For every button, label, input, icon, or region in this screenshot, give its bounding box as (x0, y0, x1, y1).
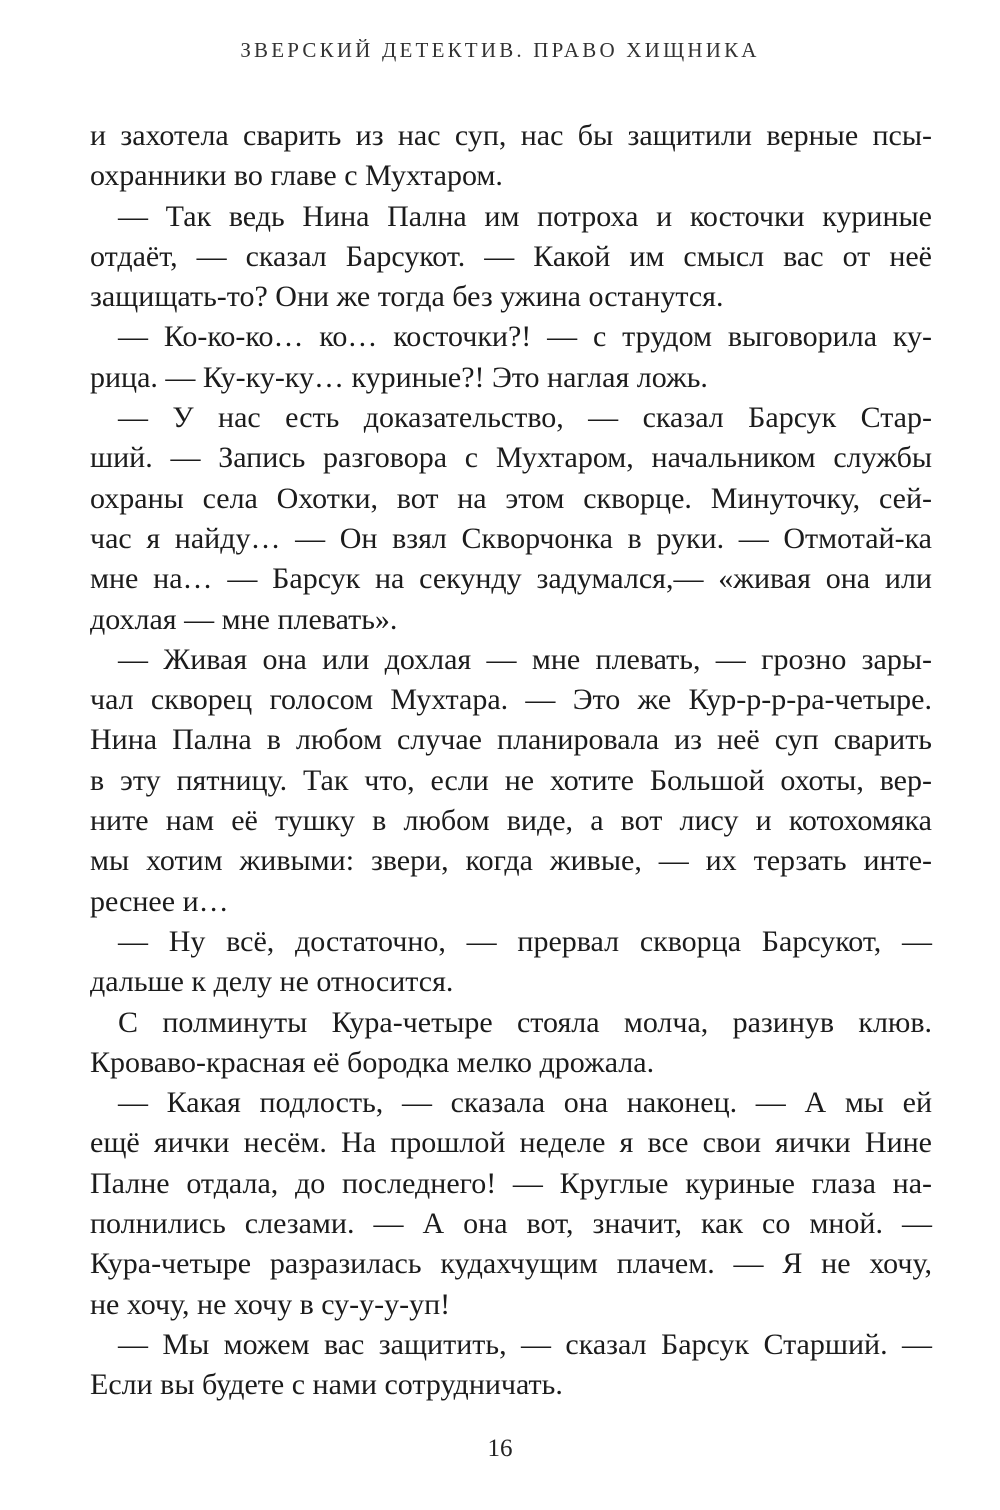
text-line: Если вы будете с нами сотрудничать. (90, 1368, 563, 1402)
text-line: отдаёт, — сказал Барсукот. — Какой им смысл вас от неё (90, 239, 932, 273)
text-line: — Какая подлость, — сказала она наконец. — А мы ей (118, 1086, 932, 1120)
text-line: реснее и… (90, 884, 229, 918)
text-line: мне на… — Барсук на секунду задумался,— «живая она или (90, 562, 932, 596)
running-head: ЗВЕРСКИЙ ДЕТЕКТИВ. ПРАВО ХИЩНИКА (240, 38, 760, 62)
text-line: охранники во главе с Мухтаром. (90, 159, 503, 193)
text-line: — Так ведь Нина Пална им потроха и косточки куриные (118, 199, 932, 233)
text-line: дальше к делу не относится. (90, 965, 454, 999)
text-line: Нина Пална в любом случае планировала из неё суп сварить (90, 723, 932, 757)
text-line: Палне отдала, до последнего! — Круглые куриные глаза на- (90, 1166, 932, 1200)
text-line: дохлая — мне плевать». (90, 602, 398, 636)
text-line: Кура-четыре разразилась кудахчущим плачем. — Я не хочу, (90, 1247, 932, 1281)
text-line: ещё яички несём. На прошлой неделе я все свои яички Нине (90, 1126, 932, 1160)
text-line: Кроваво-красная её бородка мелко дрожала. (90, 1045, 655, 1079)
text-line: защищать-то? Они же тогда без ужина останутся. (90, 280, 724, 314)
text-line: охраны села Охотки, вот на этом скворце. Минуточку, сей- (90, 481, 932, 515)
text-line: полнились слезами. — А она вот, значит, как со мной. — (90, 1207, 932, 1241)
text-line: — У нас есть доказательство, — сказал Барсук Стар- (118, 401, 932, 435)
text-line: в эту пятницу. Так что, если не хотите Большой охоты, вер- (90, 763, 932, 797)
body-text (90, 116, 932, 1406)
text-line: мы хотим живыми: звери, когда живые, — их терзать инте- (90, 844, 932, 878)
text-line: — Ну всё, достаточно, — прервал скворца Барсукот, — (118, 924, 932, 958)
text-line: ните нам её тушку в любом виде, а вот лису и котохомяка (90, 804, 932, 838)
text-line: С полминуты Кура-четыре стояла молча, разинув клюв. (118, 1005, 932, 1039)
page-number: 16 (487, 1435, 513, 1462)
text-line: чал скворец голосом Мухтара. — Это же Кур-р-р-ра-четыре. (90, 683, 932, 717)
text-line: ший. — Запись разговора с Мухтаром, начальником службы (90, 441, 932, 475)
text-line: — Мы можем вас защитить, — сказал Барсук Старший. — (118, 1327, 932, 1361)
text-line: — Живая она или дохлая — мне плевать, — грозно зары- (118, 642, 932, 676)
text-line: — Ко-ко-ко… ко… косточки?! — с трудом выговорила ку- (118, 320, 932, 354)
text-line: час я найду… — Он взял Скворчонка в руки. — Отмотай-ка (90, 521, 932, 555)
text-line: не хочу, не хочу в су-у-у-уп! (90, 1287, 451, 1321)
text-line: рица. — Ку-ку-ку… куриные?! Это наглая ложь. (90, 360, 708, 394)
text-line: и захотела сварить из нас суп, нас бы защитили верные псы- (90, 119, 932, 152)
